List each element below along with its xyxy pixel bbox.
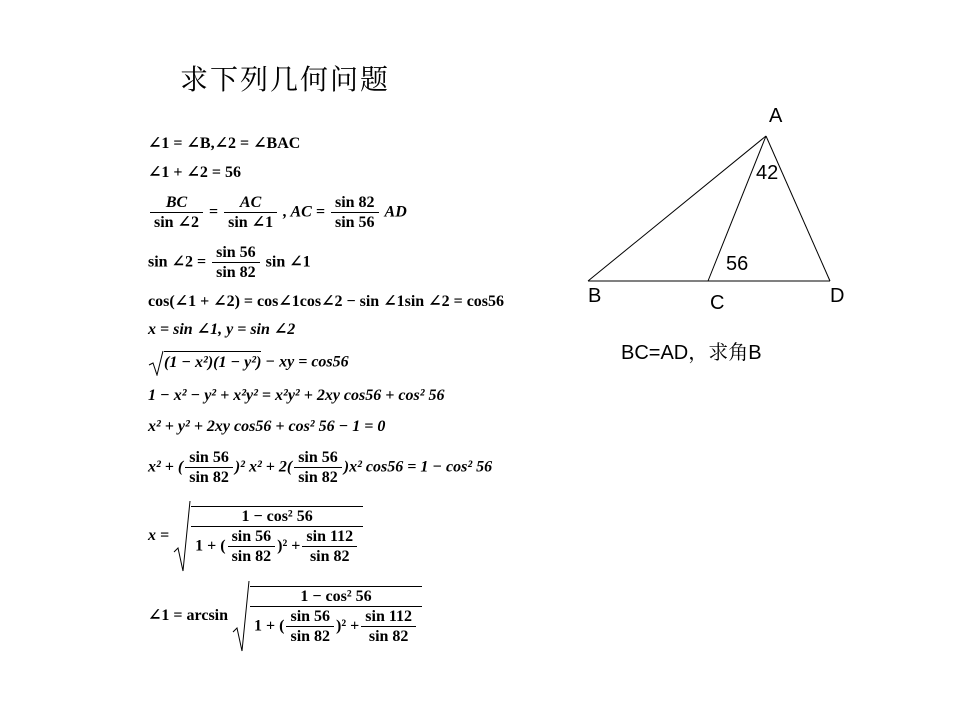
vertex-b-label: B — [588, 285, 602, 307]
equation-text: x² + ( — [148, 458, 184, 476]
equation-text: AD — [384, 203, 407, 221]
equation-line-11 — [148, 500, 365, 572]
denominator: sin 82 — [189, 469, 229, 487]
equation-line-3 — [148, 193, 407, 232]
angle-c-label: 56 — [726, 253, 749, 275]
equation-line-5: cos(∠1 + ∠2) = cos∠1cos∠2 − sin ∠1sin ∠2 = cos56 — [148, 293, 505, 310]
denominator: sin ∠1 — [228, 214, 274, 232]
radicand: (1 − x²)(1 − y²) — [164, 351, 261, 371]
denominator: sin 82 — [368, 628, 409, 646]
denominator: sin 82 — [231, 548, 272, 566]
numerator: sin 56 — [212, 243, 260, 263]
sqrt-sign-icon — [232, 580, 250, 652]
equation-text: sin ∠2 = — [148, 253, 207, 271]
equation-text: x = — [148, 527, 170, 544]
equation-text: )² + — [277, 537, 301, 555]
denominator: sin 56 — [334, 214, 375, 232]
fraction — [361, 607, 416, 646]
page-title: 求下列几何问题 — [180, 63, 391, 96]
equation-line-7 — [148, 350, 349, 376]
vertex-c-label: C — [710, 292, 725, 314]
fraction — [228, 527, 276, 566]
equation-text: )² + — [336, 617, 360, 635]
equation-line-12 — [148, 580, 424, 652]
denominator: sin 82 — [290, 628, 331, 646]
fraction — [212, 243, 260, 282]
equation-text: ∠1 = arcsin — [148, 607, 229, 624]
equation-line-8: 1 − x² − y² + x²y² = x²y² + 2xy cos56 + cos² 56 — [148, 387, 445, 404]
fraction — [294, 448, 342, 487]
radical — [173, 500, 365, 572]
equation-text: 1 + ( — [195, 537, 226, 555]
fraction — [224, 193, 277, 232]
numerator: sin 56 — [294, 448, 342, 468]
fraction — [302, 527, 357, 566]
denominator: sin ∠2 — [154, 214, 199, 232]
equation-text: , AC = — [283, 203, 325, 221]
angle-a-label: 42 — [756, 162, 779, 184]
fraction — [331, 193, 379, 232]
numerator: sin 82 — [331, 193, 379, 213]
equation-text: sin ∠1 — [265, 253, 311, 271]
equation-text: − xy = cos56 — [265, 353, 349, 371]
equation-line-9: x² + y² + 2xy cos56 + cos² 56 − 1 = 0 — [148, 418, 386, 435]
side-ad — [766, 136, 830, 281]
numerator: 1 − cos² 56 — [250, 587, 422, 607]
denominator — [191, 527, 363, 566]
fraction — [286, 607, 334, 646]
equation-line-6: x = sin ∠1, y = sin ∠2 — [148, 321, 296, 338]
fraction — [191, 506, 363, 567]
vertex-d-label: D — [830, 285, 845, 307]
equation-line-10 — [148, 448, 492, 487]
sqrt-sign-icon — [148, 350, 164, 376]
vertex-a-label: A — [769, 105, 783, 127]
equation-line-2: ∠1 + ∠2 = 56 — [148, 164, 242, 181]
radical — [232, 580, 424, 652]
numerator: sin 112 — [302, 527, 357, 547]
equation-text: )x² cos56 = 1 − cos² 56 — [343, 458, 493, 476]
denominator: sin 82 — [216, 264, 256, 282]
equals-sign: = — [208, 203, 219, 221]
numerator: sin 56 — [286, 607, 334, 627]
numerator: sin 56 — [185, 448, 233, 468]
problem-statement: BC=AD，求角B — [621, 342, 762, 364]
denominator: sin 82 — [298, 469, 338, 487]
numerator: 1 − cos² 56 — [191, 507, 363, 527]
equation-text: )² x² + 2( — [234, 458, 293, 476]
equation-line-4 — [148, 243, 311, 282]
numerator: sin 56 — [228, 527, 276, 547]
numerator: BC — [150, 193, 203, 213]
fraction — [185, 448, 233, 487]
equation-text: 1 + ( — [254, 617, 285, 635]
equation-line-1: ∠1 = ∠B,∠2 = ∠BAC — [148, 135, 301, 152]
sqrt-sign-icon — [173, 500, 191, 572]
fraction — [150, 193, 203, 232]
numerator: sin 112 — [361, 607, 416, 627]
triangle-figure — [580, 100, 860, 330]
fraction — [250, 586, 422, 647]
numerator: AC — [224, 193, 277, 213]
denominator: sin 82 — [309, 548, 350, 566]
denominator — [250, 607, 422, 646]
